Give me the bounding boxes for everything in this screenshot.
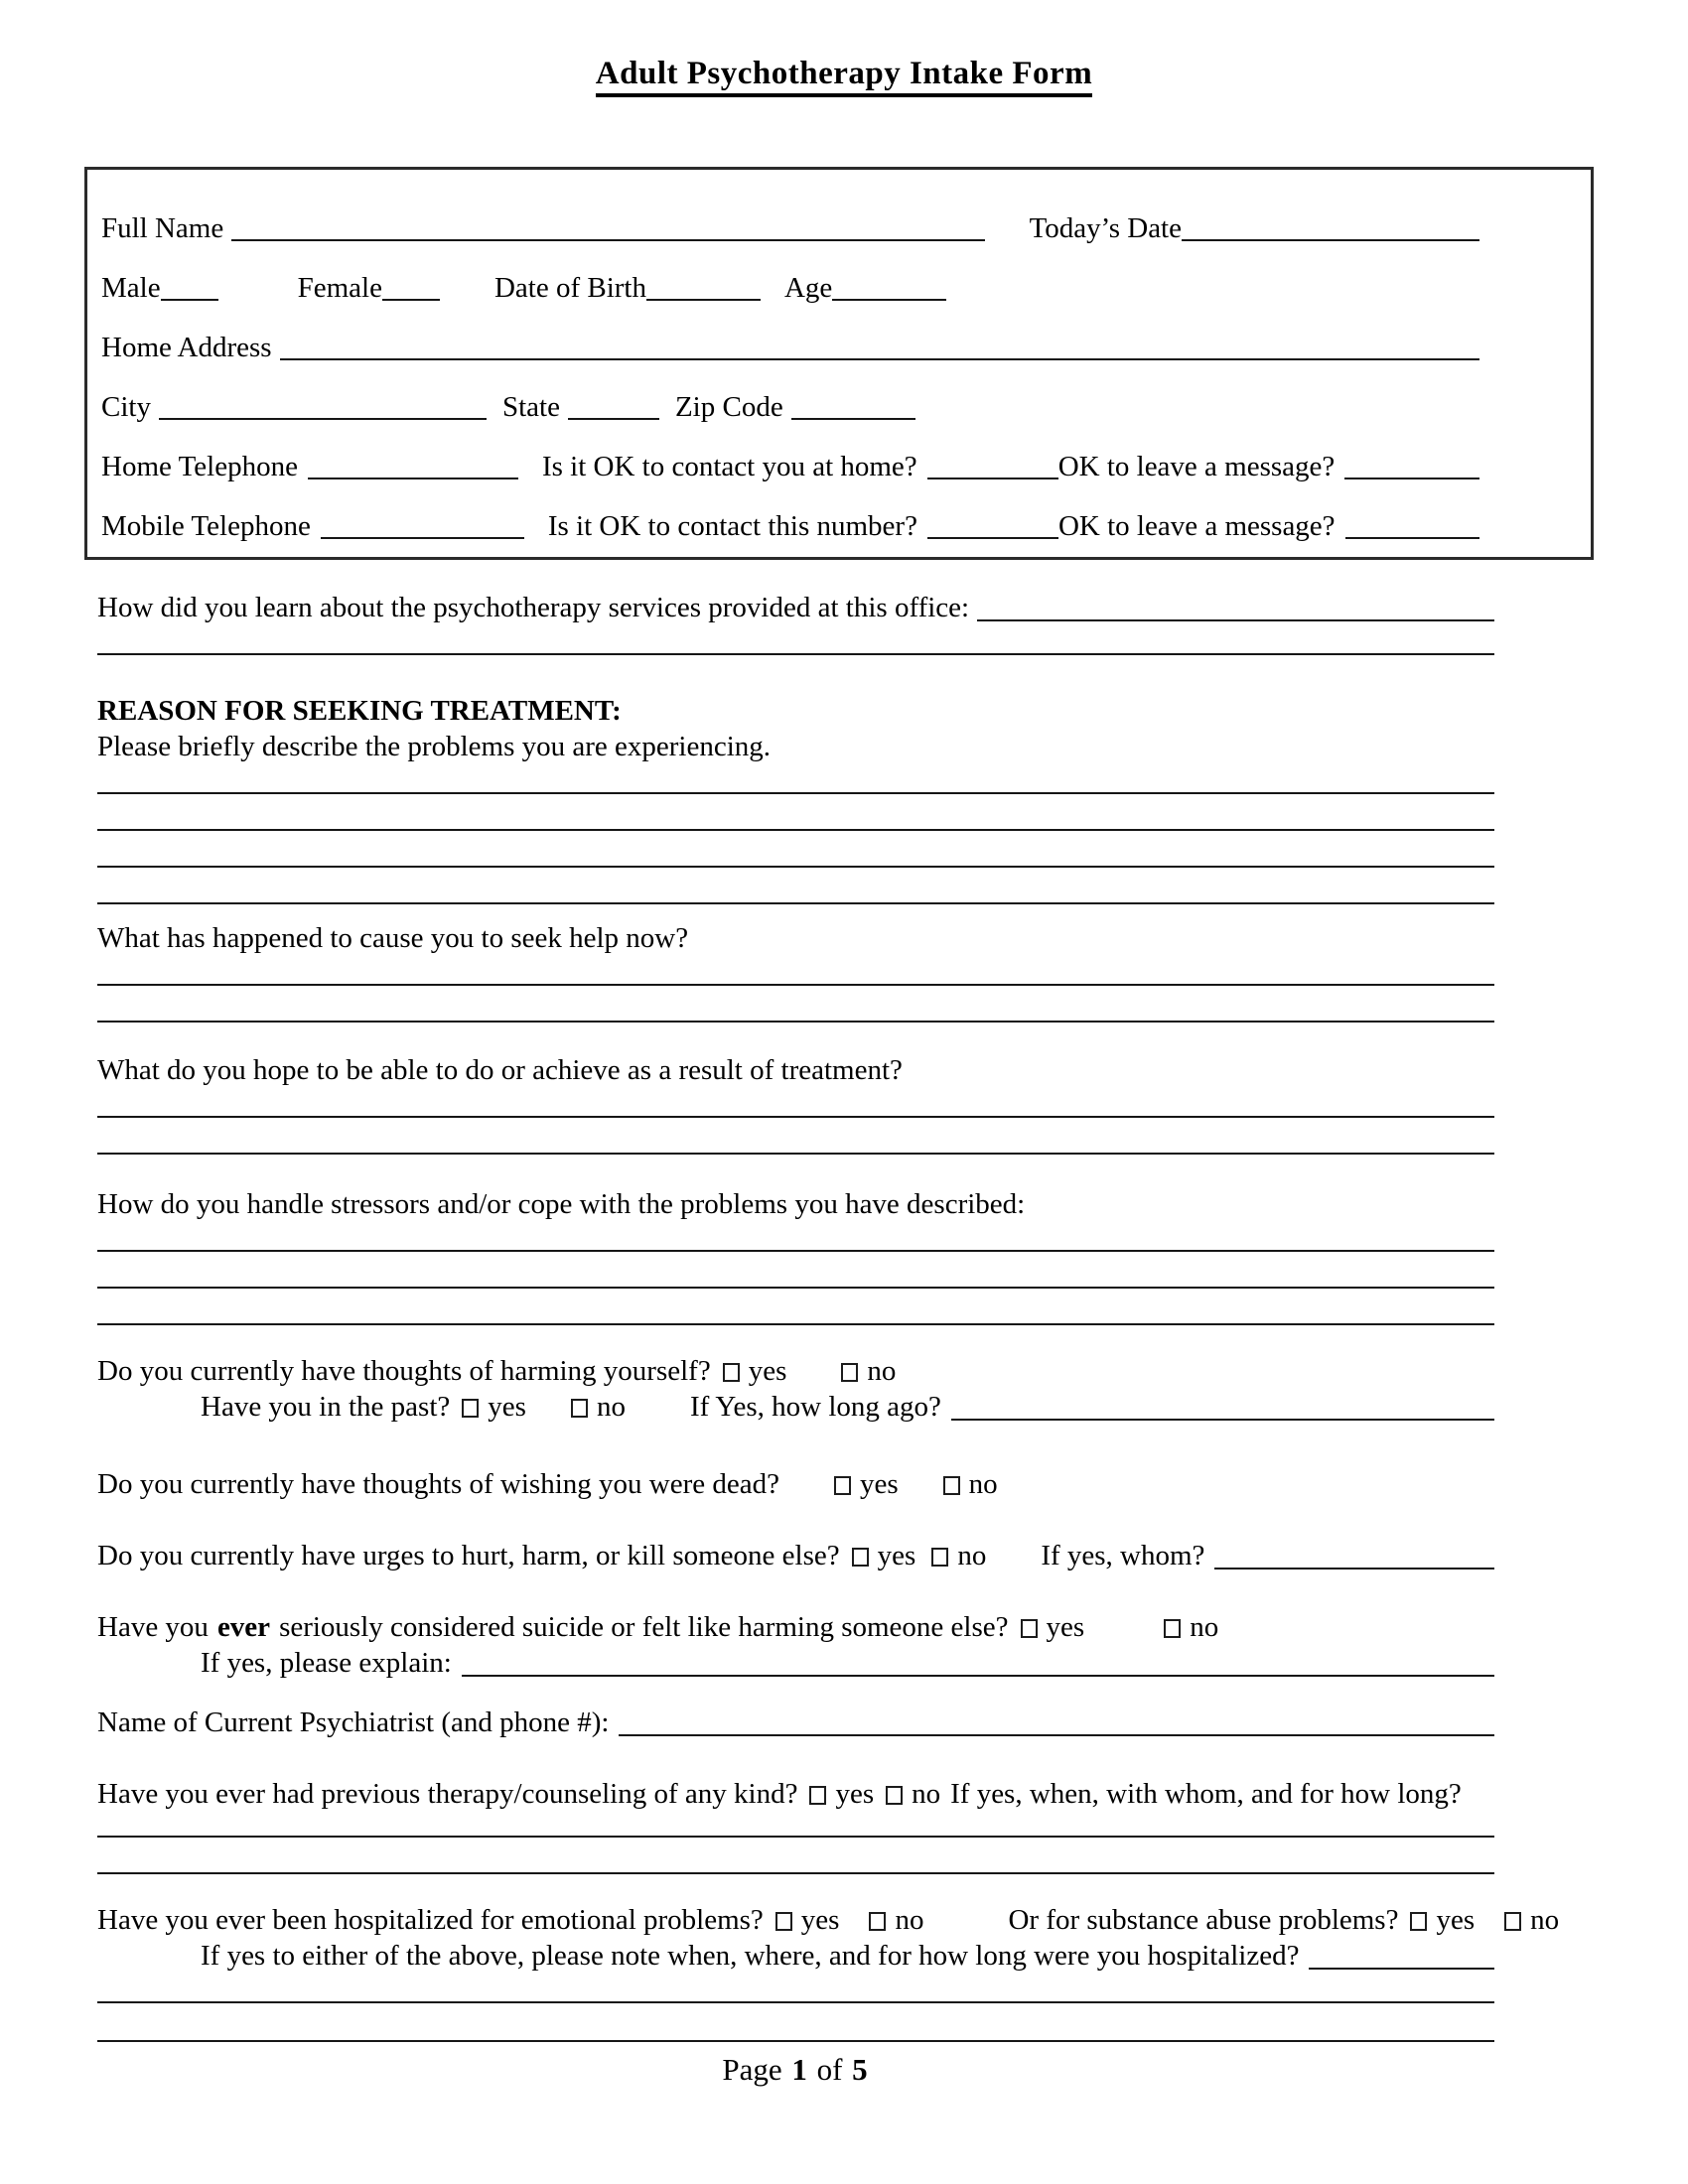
dead-no-group <box>943 1466 998 1502</box>
page-title: Adult Psychotherapy Intake Form <box>596 56 1092 97</box>
mobile-telephone-input[interactable] <box>321 537 524 539</box>
urges-question-row <box>97 1538 1494 1573</box>
harm-past-no-group <box>571 1389 626 1425</box>
reason-line-3[interactable] <box>97 831 1494 868</box>
hope-question-row <box>97 1052 1494 1088</box>
suicide-question-pre: Have you <box>97 1611 209 1643</box>
contact-number-input[interactable] <box>927 537 1058 539</box>
psychiatrist-question: Name of Current Psychiatrist (and phone #): <box>97 1706 610 1738</box>
harm-self-question: Do you currently have thoughts of harming yourself? <box>97 1355 711 1387</box>
urges-question: Do you currently have urges to hurt, harm, or kill someone else? <box>97 1540 840 1571</box>
harm-self-yes-label: yes <box>748 1355 787 1387</box>
page-footer <box>97 2052 1494 2088</box>
harm-past-no-label: no <box>596 1391 626 1423</box>
footer-page-number: 1 <box>791 2052 807 2087</box>
suicide-question-bold: ever <box>216 1611 271 1643</box>
full-name-row <box>101 186 1479 245</box>
harm-past-yes-label: yes <box>488 1391 526 1423</box>
previous-no-group <box>886 1776 940 1812</box>
male-input[interactable] <box>161 299 218 301</box>
previous-line-1[interactable] <box>97 1812 1494 1838</box>
date-of-birth-input[interactable] <box>646 299 761 301</box>
hospitalized-note-input[interactable] <box>1309 1968 1494 1970</box>
reason-line-2[interactable] <box>97 794 1494 831</box>
zip-code-label: Zip Code <box>674 391 783 423</box>
urges-yes-label: yes <box>877 1540 916 1571</box>
harm-past-question: Have you in the past? <box>201 1391 451 1423</box>
footer-page-label: Page <box>722 2052 782 2087</box>
hospitalized-row <box>97 1902 1560 1938</box>
harm-self-no-group <box>841 1353 896 1389</box>
psychiatrist-input[interactable] <box>619 1734 1494 1736</box>
suicide-yes-checkbox[interactable] <box>1021 1619 1038 1638</box>
previous-therapy-question: Have you ever had previous therapy/counseling of any kind? <box>97 1778 798 1810</box>
previous-yes-group <box>809 1776 874 1812</box>
dead-no-checkbox[interactable] <box>943 1476 960 1495</box>
urges-no-group <box>931 1538 986 1573</box>
previous-no-checkbox[interactable] <box>886 1786 903 1805</box>
explain-input[interactable] <box>462 1675 1494 1677</box>
zip-code-input[interactable] <box>791 418 915 420</box>
age-label: Age <box>783 272 833 304</box>
female-label: Female <box>297 272 382 304</box>
dead-yes-label: yes <box>859 1468 899 1500</box>
suicide-explain-row <box>97 1645 1494 1681</box>
home-address-input[interactable] <box>280 358 1479 360</box>
state-label: State <box>501 391 560 423</box>
previous-no-label: no <box>912 1778 941 1810</box>
harm-past-yes-checkbox[interactable] <box>462 1399 479 1418</box>
substance-yes-label: yes <box>1436 1904 1476 1936</box>
stressors-line-3[interactable] <box>97 1289 1494 1325</box>
patient-info-box <box>84 167 1594 560</box>
help-now-question-row <box>97 920 1494 956</box>
dead-no-label: no <box>968 1468 998 1500</box>
urges-no-checkbox[interactable] <box>931 1548 948 1567</box>
female-input[interactable] <box>382 299 440 301</box>
previous-therapy-followup: If yes, when, with whom, and for how long? <box>950 1778 1462 1810</box>
how-long-ago-input[interactable] <box>951 1419 1494 1421</box>
leave-message-home-question: OK to leave a message? <box>1057 451 1336 482</box>
help-now-question: What has happened to cause you to seek help now? <box>97 922 689 954</box>
help-now-line-2[interactable] <box>97 986 1494 1023</box>
male-label: Male <box>101 272 161 304</box>
reason-line-4[interactable] <box>97 868 1494 904</box>
city-input[interactable] <box>159 418 487 420</box>
harm-self-yes-group <box>723 1353 787 1389</box>
previous-line-2[interactable] <box>97 1838 1494 1874</box>
stressors-question: How do you handle stressors and/or cope with the problems you have described: <box>97 1188 1026 1220</box>
hope-line-1[interactable] <box>97 1088 1494 1118</box>
harm-past-row <box>97 1389 1494 1425</box>
help-now-line-1[interactable] <box>97 956 1494 986</box>
dead-yes-checkbox[interactable] <box>834 1476 851 1495</box>
hospitalized-line-2[interactable] <box>97 2003 1494 2042</box>
previous-yes-checkbox[interactable] <box>809 1786 826 1805</box>
substance-no-label: no <box>1530 1904 1560 1936</box>
substance-no-group <box>1504 1902 1559 1938</box>
leave-message-home-input[interactable] <box>1344 478 1479 479</box>
previous-therapy-row <box>97 1776 1494 1812</box>
explain-question: If yes, please explain: <box>201 1647 452 1679</box>
suicide-yes-group <box>1021 1609 1085 1645</box>
how-long-ago-question: If Yes, how long ago? <box>689 1391 941 1423</box>
learn-question: How did you learn about the psychotherapy services provided at this office: <box>97 592 970 623</box>
footer-total-pages: 5 <box>852 2052 868 2087</box>
learn-question-row <box>97 590 1494 625</box>
contact-home-question: Is it OK to contact you at home? <box>541 451 917 482</box>
substance-yes-group <box>1410 1902 1475 1938</box>
dead-question-row <box>97 1466 1494 1502</box>
whom-input[interactable] <box>1214 1568 1494 1570</box>
full-name-label: Full Name <box>101 212 224 244</box>
home-address-label: Home Address <box>101 332 272 363</box>
gender-dob-row <box>101 245 1479 305</box>
substance-yes-checkbox[interactable] <box>1410 1912 1427 1931</box>
home-telephone-label: Home Telephone <box>101 451 298 482</box>
stressors-line-2[interactable] <box>97 1252 1494 1289</box>
full-name-input[interactable] <box>231 239 984 241</box>
reason-subtext: Please briefly describe the problems you are experiencing. <box>97 731 772 762</box>
home-telephone-input[interactable] <box>308 478 518 479</box>
urges-yes-checkbox[interactable] <box>852 1548 869 1567</box>
harm-self-no-label: no <box>867 1355 897 1387</box>
urges-yes-group <box>852 1538 916 1573</box>
hospitalized-no-label: no <box>895 1904 924 1936</box>
footer-of-label: of <box>816 2052 843 2087</box>
reason-section-header <box>97 693 1494 729</box>
learn-line-2[interactable] <box>97 625 1494 655</box>
harm-past-yes-group <box>462 1389 526 1425</box>
city-label: City <box>101 391 151 423</box>
age-input[interactable] <box>832 299 946 301</box>
reason-subtext-row <box>97 729 1494 764</box>
harm-self-yes-checkbox[interactable] <box>723 1363 740 1382</box>
todays-date-input[interactable] <box>1182 239 1479 241</box>
hospitalized-no-group <box>869 1902 923 1938</box>
leave-message-mobile-input[interactable] <box>1345 537 1479 539</box>
home-telephone-row <box>101 424 1479 483</box>
hospitalized-no-checkbox[interactable] <box>869 1912 886 1931</box>
suicide-yes-label: yes <box>1046 1611 1085 1643</box>
hospitalized-yes-group <box>775 1902 840 1938</box>
harm-self-question-row <box>97 1353 1494 1389</box>
whom-question: If yes, whom? <box>1041 1540 1205 1571</box>
todays-date-label: Today’s Date <box>1029 212 1182 244</box>
suicide-question-post: seriously considered suicide or felt like harming someone else? <box>279 1611 1009 1643</box>
psychiatrist-row <box>97 1705 1494 1740</box>
suicide-no-label: no <box>1190 1611 1219 1643</box>
hospitalized-note: If yes to either of the above, please note when, where, and for how long were you hospitalized? <box>201 1940 1300 1972</box>
hope-question: What do you hope to be able to do or achieve as a result of treatment? <box>97 1054 903 1086</box>
harm-past-no-checkbox[interactable] <box>571 1399 588 1418</box>
stressors-question-row <box>97 1186 1494 1222</box>
dead-yes-group <box>834 1466 899 1502</box>
mobile-telephone-row <box>101 483 1479 543</box>
hospitalized-question: Have you ever been hospitalized for emotional problems? <box>97 1904 764 1936</box>
suicide-no-checkbox[interactable] <box>1164 1619 1181 1638</box>
city-state-zip-row <box>101 364 1479 424</box>
suicide-question-row <box>97 1609 1494 1645</box>
mobile-telephone-label: Mobile Telephone <box>101 510 311 542</box>
suicide-no-group <box>1164 1609 1218 1645</box>
contact-number-question: Is it OK to contact this number? <box>547 510 917 542</box>
previous-yes-label: yes <box>835 1778 875 1810</box>
reason-header-text: REASON FOR SEEKING TREATMENT: <box>97 695 622 727</box>
hope-line-2[interactable] <box>97 1118 1494 1155</box>
harm-self-no-checkbox[interactable] <box>841 1363 858 1382</box>
urges-no-label: no <box>957 1540 987 1571</box>
substance-question: Or for substance abuse problems? <box>1008 1904 1399 1936</box>
leave-message-mobile-question: OK to leave a message? <box>1057 510 1336 542</box>
date-of-birth-label: Date of Birth <box>493 272 646 304</box>
hospitalized-yes-label: yes <box>800 1904 840 1936</box>
reason-line-1[interactable] <box>97 766 1494 794</box>
dead-question: Do you currently have thoughts of wishing you were dead? <box>97 1468 779 1500</box>
home-address-row <box>101 305 1479 364</box>
stressors-line-1[interactable] <box>97 1222 1494 1252</box>
hospitalized-note-row <box>97 1938 1494 1974</box>
learn-input[interactable] <box>977 619 1494 621</box>
state-input[interactable] <box>568 418 659 420</box>
substance-no-checkbox[interactable] <box>1504 1912 1521 1931</box>
hospitalized-line-1[interactable] <box>97 1974 1494 2003</box>
hospitalized-yes-checkbox[interactable] <box>775 1912 792 1931</box>
contact-home-input[interactable] <box>927 478 1058 479</box>
